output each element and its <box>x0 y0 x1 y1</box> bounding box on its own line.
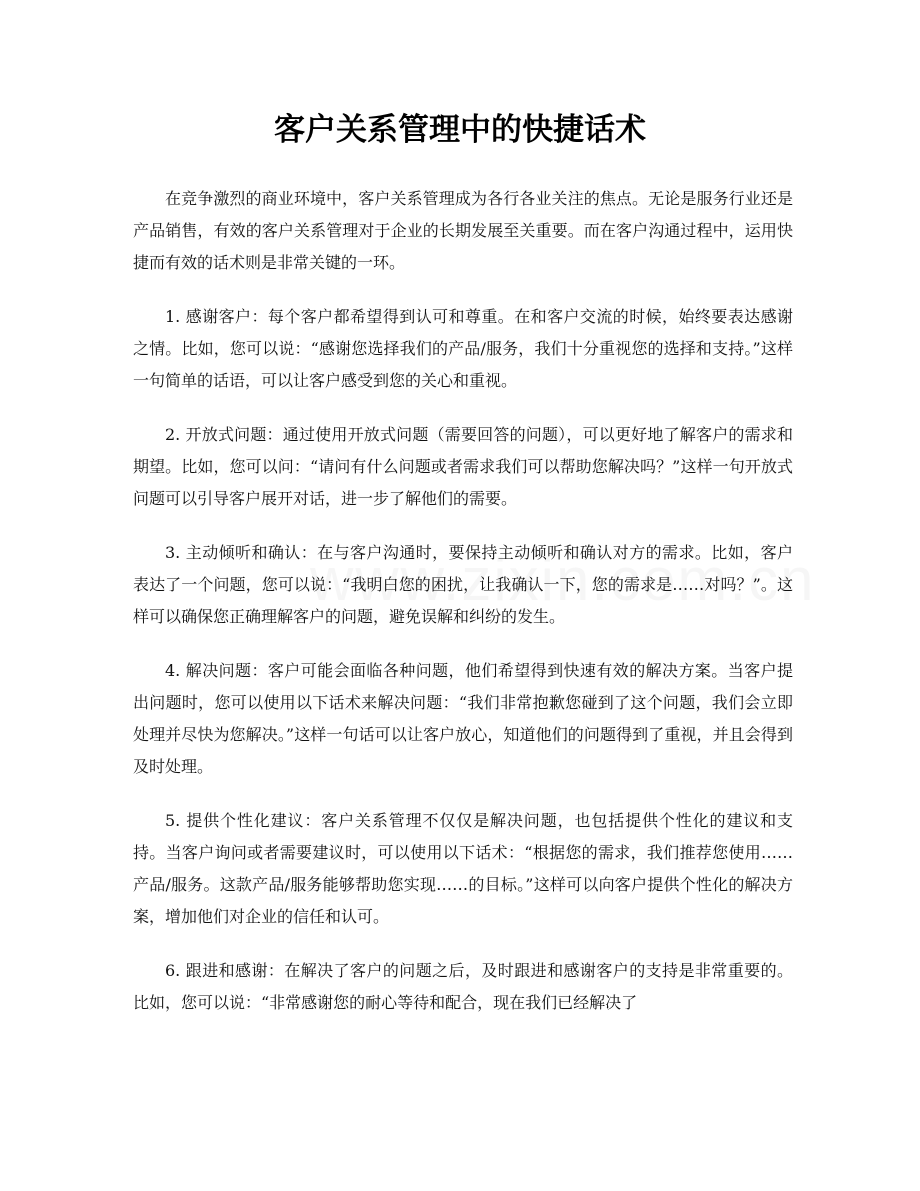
document-title: 客户关系管理中的快捷话术 <box>274 112 646 148</box>
tip-paragraph-thank-customer: 1. 感谢客户：每个客户都希望得到认可和尊重。在和客户交流的时候，始终要表达感谢之情。比如，您可以说：“感谢您选择我们的产品/服务，我们十分重视您的选择和支持。”这样一句简单的话语，可以让客户感受到您的关心和重视。 <box>133 307 793 390</box>
document-body <box>133 183 793 1041</box>
tip-paragraph-open-questions: 2. 开放式问题：通过使用开放式问题（需要回答的问题），可以更好地了解客户的需求和期望。比如，您可以问：“请问有什么问题或者需求我们可以帮助您解决吗？”这样一句开放式问题可以引导客户展开对话，进一步了解他们的需要。 <box>133 425 793 508</box>
tip-paragraph-personalized-advice: 5. 提供个性化建议：客户关系管理不仅仅是解决问题，也包括提供个性化的建议和支持。当客户询问或者需要建议时，可以使用以下话术：“根据您的需求，我们推荐您使用……产品/服务。这款产品/服务能够帮助您实现……的目标。”这样可以向客户提供个性化的解决方案，增加他们对企业的信任和认可。 <box>133 811 793 926</box>
tip-paragraph-follow-up: 6. 跟进和感谢：在解决了客户的问题之后，及时跟进和感谢客户的支持是非常重要的。比如，您可以说：“非常感谢您的耐心等待和配合，现在我们已经解决了 <box>133 961 793 1012</box>
tip-paragraph-solve-problems: 4. 解决问题：客户可能会面临各种问题，他们希望得到快速有效的解决方案。当客户提出问题时，您可以使用以下话术来解决问题：“我们非常抱歉您碰到了这个问题，我们会立即处理并尽快为您解决。”这样一句话可以让客户放心，知道他们的问题得到了重视，并且会得到及时处理。 <box>133 661 793 776</box>
tip-paragraph-active-listening: 3. 主动倾听和确认：在与客户沟通时，要保持主动倾听和确认对方的需求。比如，客户表达了一个问题，您可以说：“我明白您的困扰，让我确认一下，您的需求是……对吗？”。这样可以确保您正确理解客户的问题，避免误解和纠纷的发生。 <box>133 543 793 626</box>
intro-paragraph: 在竞争激烈的商业环境中，客户关系管理成为各行各业关注的焦点。无论是服务行业还是产品销售，有效的客户关系管理对于企业的长期发展至关重要。而在客户沟通过程中，运用快捷而有效的话术则是非常关键的一环。 <box>133 189 793 272</box>
